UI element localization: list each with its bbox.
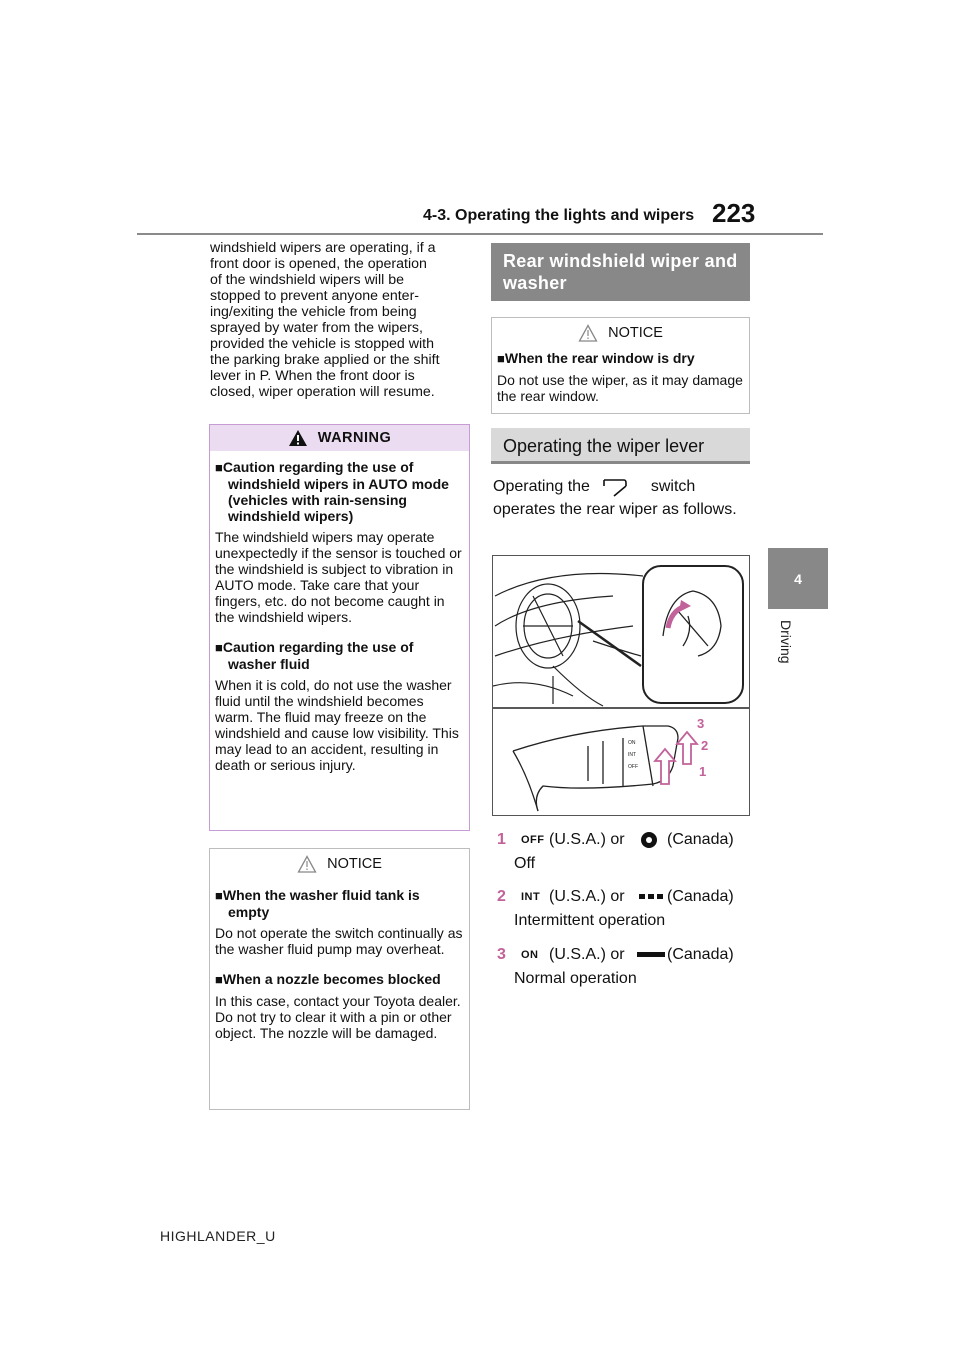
dashed-bar-icon xyxy=(639,894,663,900)
footer-model: HIGHLANDER_U xyxy=(160,1228,276,1244)
notice-title: NOTICE xyxy=(608,325,663,341)
canada-label: (Canada) xyxy=(667,888,734,905)
circle-dot-icon xyxy=(640,831,658,849)
svg-text:ON: ON xyxy=(628,740,636,746)
callout-3: 3 xyxy=(697,716,705,731)
wiper-lever-illustration xyxy=(492,555,750,816)
wiper-lever-illustration-icon xyxy=(493,556,749,815)
notice-item-heading: When the rear window is dry xyxy=(504,350,695,366)
chapter-label: Driving xyxy=(778,620,794,664)
warning-item-heading: Caution regarding the use of windshield wipers in AUTO mode (vehicles with rain-sensing windshield wipers) xyxy=(222,459,449,524)
position-number: 3 xyxy=(497,946,506,963)
warning-header xyxy=(210,425,469,451)
notice-item xyxy=(215,887,464,957)
intro-line: closed, wiper operation will resume. xyxy=(210,384,435,400)
notice-item xyxy=(215,971,464,1041)
square-bullet-icon: ■ xyxy=(215,460,223,475)
position-text: (U.S.A.) or xyxy=(549,888,625,905)
notice-item-heading: When the washer fluid tank is empty xyxy=(222,887,420,920)
header-rule xyxy=(137,233,823,235)
caution-triangle-icon xyxy=(297,855,317,873)
position-number: 1 xyxy=(497,831,506,848)
section-heading-rear-wiper: Rear windshield wiper and washer xyxy=(491,243,750,301)
solid-bar-icon xyxy=(637,952,665,958)
square-bullet-icon: ■ xyxy=(215,888,223,903)
section-heading-wiper-lever: Operating the wiper lever xyxy=(491,428,750,464)
intro-line: the parking brake applied or the shift xyxy=(210,352,440,368)
on-symbol: ON xyxy=(521,949,539,961)
notice-title: NOTICE xyxy=(327,856,382,872)
notice-item-text: Do not operate the switch continually as the washer fluid pump may overheat. xyxy=(215,925,463,957)
notice-item-text: Do not use the wiper, as it may damage the rear window. xyxy=(497,372,743,404)
chapter-number: 4 xyxy=(794,570,802,587)
notice-box xyxy=(209,848,470,1110)
svg-text:OFF: OFF xyxy=(628,764,638,770)
chapter-tab xyxy=(768,548,828,609)
intro-line: lever in P. When the front door is xyxy=(210,368,415,384)
position-desc: Intermittent operation xyxy=(514,912,666,929)
notice-item-text: In this case, contact your Toyota dealer. Do not try to clear it with a pin or other object. The nozzle will be damaged. xyxy=(215,993,461,1041)
warning-item xyxy=(215,639,464,773)
intro-line: windshield wipers are operating, if a xyxy=(210,240,436,256)
intro-line: front door is opened, the operation xyxy=(210,256,427,272)
intro-line: stopped to prevent anyone enter- xyxy=(210,288,420,304)
desc-after: switch operates the rear wiper as follows. xyxy=(493,478,737,518)
operation-description xyxy=(493,475,753,521)
warning-item-heading: Caution regarding the use of washer fluid xyxy=(222,639,414,672)
section-title: 4-3. Operating the lights and wipers xyxy=(423,207,695,224)
warning-triangle-icon xyxy=(288,429,308,447)
int-symbol: INT xyxy=(521,891,541,903)
canada-label: (Canada) xyxy=(667,946,734,963)
callout-2: 2 xyxy=(701,738,709,753)
position-text: (U.S.A.) or xyxy=(549,831,625,848)
desc-before: Operating the xyxy=(493,478,590,495)
canada-label: (Canada) xyxy=(667,831,734,848)
page-number: 223 xyxy=(712,198,756,228)
warning-box xyxy=(209,424,470,831)
square-bullet-icon: ■ xyxy=(215,972,223,987)
notice-box-right xyxy=(491,317,750,414)
warning-item xyxy=(215,459,464,625)
square-bullet-icon: ■ xyxy=(215,640,223,655)
position-number: 2 xyxy=(497,888,506,905)
notice-header xyxy=(210,849,469,879)
warning-item-text: The windshield wipers may operate unexpectedly if the sensor is touched or the windshield is subject to vibration in AUTO mode. Take care that your fingers, etc. do not become caught in the windshield wipers. xyxy=(215,529,462,625)
intro-line: provided the vehicle is stopped with xyxy=(210,336,434,352)
notice-header xyxy=(492,318,749,348)
square-bullet-icon: ■ xyxy=(497,351,505,366)
callout-1: 1 xyxy=(699,764,707,779)
intro-line: of the windshield wipers will be xyxy=(210,272,404,288)
intro-paragraph xyxy=(210,240,472,400)
position-desc: Normal operation xyxy=(514,970,637,987)
warning-item-text: When it is cold, do not use the washer fluid until the windshield becomes warm. The fluid may freeze on the windshield and cause low visibility. This may lead to an accident, resulting in death or serious injury. xyxy=(215,677,459,773)
svg-text:INT: INT xyxy=(628,752,637,758)
rear-wiper-switch-icon xyxy=(594,477,646,497)
caution-triangle-icon xyxy=(578,324,598,342)
intro-line: sprayed by water from the wipers, xyxy=(210,320,423,336)
position-text: (U.S.A.) or xyxy=(549,946,625,963)
notice-item-heading: When a nozzle becomes blocked xyxy=(222,971,441,987)
off-symbol: OFF xyxy=(521,834,545,846)
warning-title: WARNING xyxy=(317,430,392,446)
intro-line: ing/exiting the vehicle from being xyxy=(210,304,417,320)
notice-item xyxy=(497,350,744,404)
position-desc: Off xyxy=(514,855,536,872)
